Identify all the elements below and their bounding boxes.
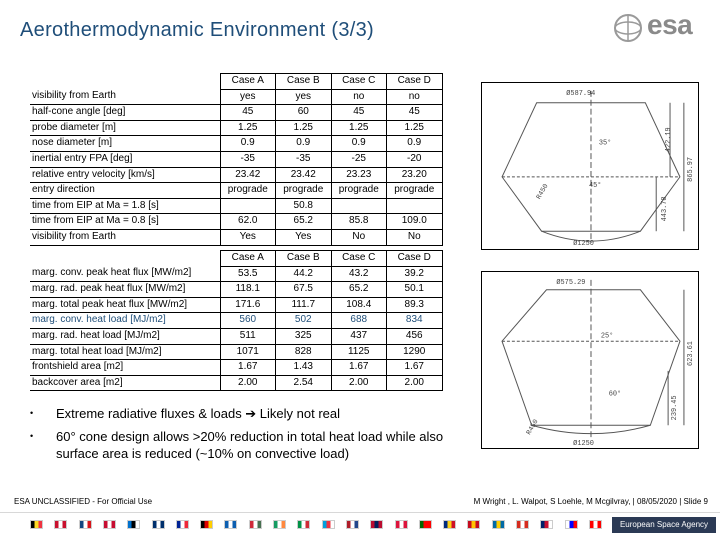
table-header-cell: Case D [387, 251, 443, 267]
table-cell: 171.6 [220, 297, 276, 313]
table-cell: prograde [220, 183, 276, 199]
flag-icon [249, 520, 262, 529]
drawing-dim-label: 239.45 [671, 395, 680, 421]
table-cell: no [331, 89, 387, 105]
flag-icon [492, 520, 505, 529]
table-header-cell: Case C [331, 251, 387, 267]
flag-icon [224, 520, 237, 529]
table-cell: 108.4 [331, 297, 387, 313]
bullet-dot-icon: • [30, 431, 34, 441]
table-cell: 62.0 [220, 214, 276, 230]
flag-icon [540, 520, 553, 529]
drawing-dim-label: 443.78 [661, 196, 670, 222]
row-label: marg. rad. peak heat flux [MW/m2] [30, 282, 220, 298]
table-row [30, 266, 442, 282]
drawing-dim-label: R450 [535, 182, 551, 202]
table-cell: yes [276, 89, 332, 105]
table-row [30, 136, 442, 152]
author-slide-info: M Wright , L. Walpot, S Loehle, M Mcgilvray, | 08/05/2020 | Slide 9 [473, 497, 708, 506]
flag-icon [297, 520, 310, 529]
row-label: marg. total peak heat flux [MW/m2] [30, 297, 220, 313]
table-cell: 834 [387, 313, 443, 329]
bullet-item [30, 428, 470, 462]
probe-drawing-45deg [481, 82, 699, 250]
drawing-dim-label: 35° [598, 139, 612, 148]
row-label: entry direction [30, 183, 220, 199]
table-cell: Yes [276, 229, 332, 245]
table-row [30, 282, 442, 298]
table-cell: 23.23 [331, 167, 387, 183]
drawing-dim-label: 25° [600, 332, 614, 341]
table-row [30, 360, 442, 376]
flag-icon [346, 520, 359, 529]
bullet-item [30, 405, 470, 422]
table-header-cell: Case B [276, 74, 332, 90]
table-header-cell: Case D [387, 74, 443, 90]
row-label: time from EIP at Ma = 0.8 [s] [30, 214, 220, 230]
table-cell: 118.1 [220, 282, 276, 298]
table-cell: Yes [220, 229, 276, 245]
flag-icon [443, 520, 456, 529]
table-cell: 502 [276, 313, 332, 329]
table-header-cell: Case A [220, 251, 276, 267]
row-label: frontshield area [m2] [30, 360, 220, 376]
table-cell: 50.8 [276, 198, 332, 214]
table-row [30, 328, 442, 344]
table-cell: 1125 [331, 344, 387, 360]
table-cell: 43.2 [331, 266, 387, 282]
table-cell: 437 [331, 328, 387, 344]
row-label: half-cone angle [deg] [30, 105, 220, 121]
flag-icon [565, 520, 578, 529]
bullet-dot-icon: • [30, 408, 34, 418]
flag-icon [176, 520, 189, 529]
table-cell: 1.25 [220, 120, 276, 136]
bullet-list [30, 405, 470, 468]
row-label: marg. rad. heat load [MJ/m2] [30, 328, 220, 344]
page-title: Aerothermodynamic Environment (3/3) [20, 19, 374, 41]
drawing-dim-label: R450 [525, 418, 541, 437]
row-label: marg. conv. peak heat flux [MW/m2] [30, 266, 220, 282]
table-row [30, 151, 442, 167]
row-label: backcover area [m2] [30, 375, 220, 391]
row-label: inertial entry FPA [deg] [30, 151, 220, 167]
table-cell [220, 198, 276, 214]
table-cell: prograde [331, 183, 387, 199]
table-cell: 1290 [387, 344, 443, 360]
table-row [30, 105, 442, 121]
drawing-dim-label: Ø1250 [573, 440, 594, 449]
table-cell: No [331, 229, 387, 245]
row-label: time from EIP at Ma = 1.8 [s] [30, 198, 220, 214]
table-cell: yes [220, 89, 276, 105]
esa-logo-text: esa [647, 9, 693, 40]
flag-icon [419, 520, 432, 529]
table-cell: -35 [220, 151, 276, 167]
flag-icon [103, 520, 116, 529]
flag-icon [589, 520, 602, 529]
drawing-dim-label: 623.61 [686, 341, 695, 366]
row-label: visibility from Earth [30, 229, 220, 245]
table-cell: 0.9 [276, 136, 332, 152]
table-cell: 60 [276, 105, 332, 121]
table-cell [331, 198, 387, 214]
table-cell: -20 [387, 151, 443, 167]
row-label: visibility from Earth [30, 89, 220, 105]
table-cell: -35 [276, 151, 332, 167]
table-cell: 511 [220, 328, 276, 344]
table-cell: 67.5 [276, 282, 332, 298]
table-row [30, 183, 442, 199]
table-cell: 1071 [220, 344, 276, 360]
table-cell: 1.67 [220, 360, 276, 376]
table-row [30, 89, 442, 105]
table-cell: 23.20 [387, 167, 443, 183]
table-cell: 688 [331, 313, 387, 329]
table-cell: 1.67 [387, 360, 443, 376]
bullet-text: Extreme radiative fluxes & loads ➔ Likely not real [56, 406, 341, 421]
table-cell: 39.2 [387, 266, 443, 282]
table-header-cell: Case A [220, 74, 276, 90]
drawing-dim-label: 422.19 [665, 127, 674, 153]
table-header-row [30, 74, 442, 90]
bullet-text: 60° cone design allows >20% reduction in total heat load while also surface area is reduced (~10% on convective load) [56, 429, 444, 461]
table-cell: 1.25 [276, 120, 332, 136]
drawing-dim-label: 60° [608, 390, 622, 399]
table-cell: -25 [331, 151, 387, 167]
table-row [30, 229, 442, 245]
table-row [30, 167, 442, 183]
table-cell: 1.43 [276, 360, 332, 376]
table-row [30, 214, 442, 230]
flag-icon [467, 520, 480, 529]
flag-icon [79, 520, 92, 529]
table-cell: 44.2 [276, 266, 332, 282]
table-header-cell: Case C [331, 74, 387, 90]
probe-drawing-60deg [481, 271, 699, 449]
table-cell: 45 [387, 105, 443, 121]
flag-icon [370, 520, 383, 529]
flag-icon [127, 520, 140, 529]
row-label: nose diameter [m] [30, 136, 220, 152]
table-cell: 1.25 [387, 120, 443, 136]
table-cell: 2.00 [331, 375, 387, 391]
table-cell: 85.8 [331, 214, 387, 230]
drawing-dim-label: Ø587.94 [566, 89, 596, 98]
table-cell: 2.00 [220, 375, 276, 391]
table-row [30, 198, 442, 214]
table-header-cell: Case B [276, 251, 332, 267]
table-cell: 456 [387, 328, 443, 344]
table-cell: 0.9 [387, 136, 443, 152]
drawing-dim-label: 865.97 [686, 156, 695, 182]
flag-icon [516, 520, 529, 529]
table-header-row [30, 251, 442, 267]
table-cell: 1.67 [331, 360, 387, 376]
table-cell: 1.25 [331, 120, 387, 136]
flag-icon [54, 520, 67, 529]
table-cell: prograde [387, 183, 443, 199]
table-cell: 325 [276, 328, 332, 344]
table-cell: 65.2 [331, 282, 387, 298]
flag-icon [30, 520, 43, 529]
table-row [30, 344, 442, 360]
agency-label: European Space Agency [612, 517, 716, 533]
row-label: marg. total heat load [MJ/m2] [30, 344, 220, 360]
table-cell: No [387, 229, 443, 245]
table-cell: 828 [276, 344, 332, 360]
table-cell: no [387, 89, 443, 105]
table-cell: 50.1 [387, 282, 443, 298]
table-row [30, 375, 442, 391]
table-cell: 0.9 [220, 136, 276, 152]
table-cell: prograde [276, 183, 332, 199]
row-label: relative entry velocity [km/s] [30, 167, 220, 183]
table-cell: 109.0 [387, 214, 443, 230]
table-cell: 23.42 [276, 167, 332, 183]
drawing-dim-label: Ø575.29 [556, 278, 586, 287]
flag-icon [395, 520, 408, 529]
table-cell: 560 [220, 313, 276, 329]
row-label: probe diameter [m] [30, 120, 220, 136]
table-row [30, 313, 442, 329]
flag-icon [322, 520, 335, 529]
table-cell: 23.42 [220, 167, 276, 183]
table-cell: 0.9 [331, 136, 387, 152]
table-row [30, 297, 442, 313]
flag-icon [273, 520, 286, 529]
table-cell: 2.00 [387, 375, 443, 391]
table-cell: 2.54 [276, 375, 332, 391]
drawing-dim-label: 45° [589, 181, 602, 190]
flag-icon [152, 520, 165, 529]
table-cell [387, 198, 443, 214]
row-label: marg. conv. heat load [MJ/m2] [30, 313, 220, 329]
table-cell: 53.5 [220, 266, 276, 282]
table-cell: 45 [220, 105, 276, 121]
heat-flux-table [30, 250, 443, 391]
table-cell: 111.7 [276, 297, 332, 313]
table-cell: 65.2 [276, 214, 332, 230]
table-cell: 89.3 [387, 297, 443, 313]
classification-label: ESA UNCLASSIFIED - For Official Use [14, 497, 153, 506]
drawing-dim-label: Ø1250 [573, 240, 594, 249]
table-cell: 45 [331, 105, 387, 121]
table-row [30, 120, 442, 136]
mission-parameters-table [30, 73, 443, 246]
flag-icon [200, 520, 213, 529]
